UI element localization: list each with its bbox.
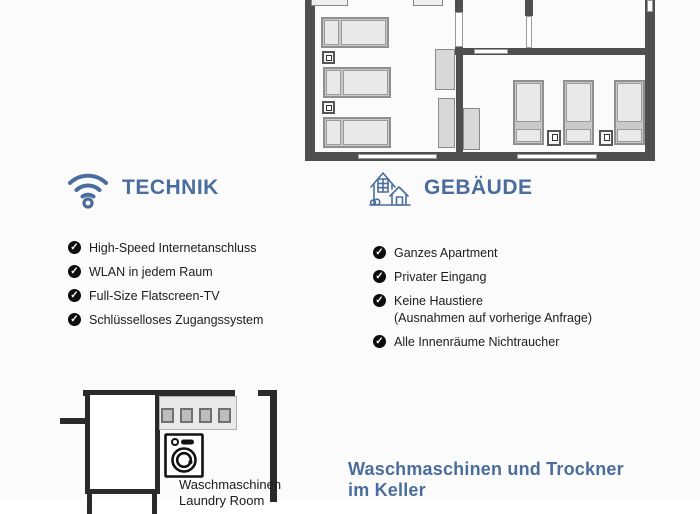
wardrobe — [435, 49, 455, 90]
gebaeude-header — [368, 165, 533, 211]
door-opening — [474, 49, 508, 54]
wardrobe — [438, 98, 455, 148]
gebaeude-title: GEBÄUDE — [424, 176, 533, 199]
list-item-label: Keine Haustiere — [394, 294, 483, 308]
mattress — [343, 70, 388, 95]
check-icon: ✓ — [373, 270, 386, 283]
list-item — [68, 313, 263, 327]
bed — [563, 80, 594, 145]
bed — [323, 67, 391, 98]
mattress — [341, 20, 386, 45]
bed — [323, 117, 391, 148]
pillow — [617, 129, 642, 142]
list-item-label: Alle Innenräume Nichtraucher — [394, 335, 560, 349]
mattress — [516, 83, 541, 122]
pillow — [324, 20, 339, 45]
machine-top-view — [218, 408, 231, 423]
list-item — [373, 246, 700, 260]
storage-room — [85, 390, 160, 494]
bed — [321, 17, 389, 48]
list-item — [373, 335, 700, 349]
wall — [305, 0, 315, 161]
technik-title: TECHNIK — [122, 176, 219, 199]
wifi-icon — [66, 167, 110, 209]
nightstand — [547, 130, 561, 146]
check-icon: ✓ — [373, 246, 386, 259]
pillow — [516, 129, 541, 142]
door-opening — [455, 12, 463, 47]
building-icon — [368, 165, 412, 211]
wall — [60, 418, 85, 424]
list-item — [68, 289, 263, 303]
window — [358, 154, 437, 159]
list-item-label: Schlüsselloses Zugangssystem — [89, 313, 264, 327]
washing-machine-icon — [164, 433, 204, 478]
furniture — [311, 0, 348, 6]
check-icon: ✓ — [68, 265, 81, 278]
list-item — [68, 265, 263, 279]
nightstand — [322, 101, 335, 114]
laundry-floorplan — [60, 383, 300, 513]
machine-top-view — [161, 408, 174, 423]
technik-list — [68, 241, 263, 337]
wall — [152, 494, 157, 514]
pillow — [326, 70, 341, 95]
pillow — [326, 120, 341, 145]
wall — [456, 53, 463, 152]
mattress — [617, 83, 642, 122]
check-icon: ✓ — [373, 294, 386, 307]
list-item — [373, 270, 700, 284]
nightstand — [322, 51, 335, 64]
check-icon: ✓ — [68, 241, 81, 254]
list-item-note: (Ausnahmen auf vorherige Anfrage) — [394, 311, 593, 325]
check-icon: ✓ — [68, 313, 81, 326]
bed — [614, 80, 645, 145]
machine-top-view — [180, 408, 193, 423]
list-item-label: Ganzes Apartment — [394, 246, 498, 260]
laundry-sublabel: Laundry Room — [179, 493, 265, 508]
pillow — [566, 129, 591, 142]
keller-heading — [348, 459, 624, 501]
window — [517, 154, 597, 159]
list-item-label: Full-Size Flatscreen-TV — [89, 289, 220, 303]
gebaeude-list — [373, 246, 700, 359]
door-opening — [526, 16, 532, 48]
wall — [525, 0, 533, 16]
machine-top-view — [199, 408, 212, 423]
check-icon: ✓ — [68, 289, 81, 302]
wardrobe — [463, 108, 480, 150]
check-icon: ✓ — [373, 335, 386, 348]
nightstand — [599, 130, 613, 146]
mattress — [566, 83, 591, 122]
mattress — [343, 120, 388, 145]
list-item-label: Privater Eingang — [394, 270, 487, 284]
wall — [645, 0, 655, 161]
furniture — [413, 0, 443, 6]
keller-heading-line1: Waschmaschinen und Trockner — [348, 459, 624, 479]
list-item-label: WLAN in jedem Raum — [89, 265, 213, 279]
bed — [513, 80, 544, 145]
apartment-floorplan — [305, 0, 655, 161]
list-item-label: High-Speed Internetanschluss — [89, 241, 257, 255]
window — [647, 0, 653, 12]
wall — [87, 494, 92, 514]
keller-heading-line2: im Keller — [348, 480, 426, 500]
technik-header — [66, 167, 219, 209]
list-item — [373, 294, 700, 325]
list-item — [68, 241, 263, 255]
laundry-label: Waschmaschinen — [179, 477, 282, 492]
